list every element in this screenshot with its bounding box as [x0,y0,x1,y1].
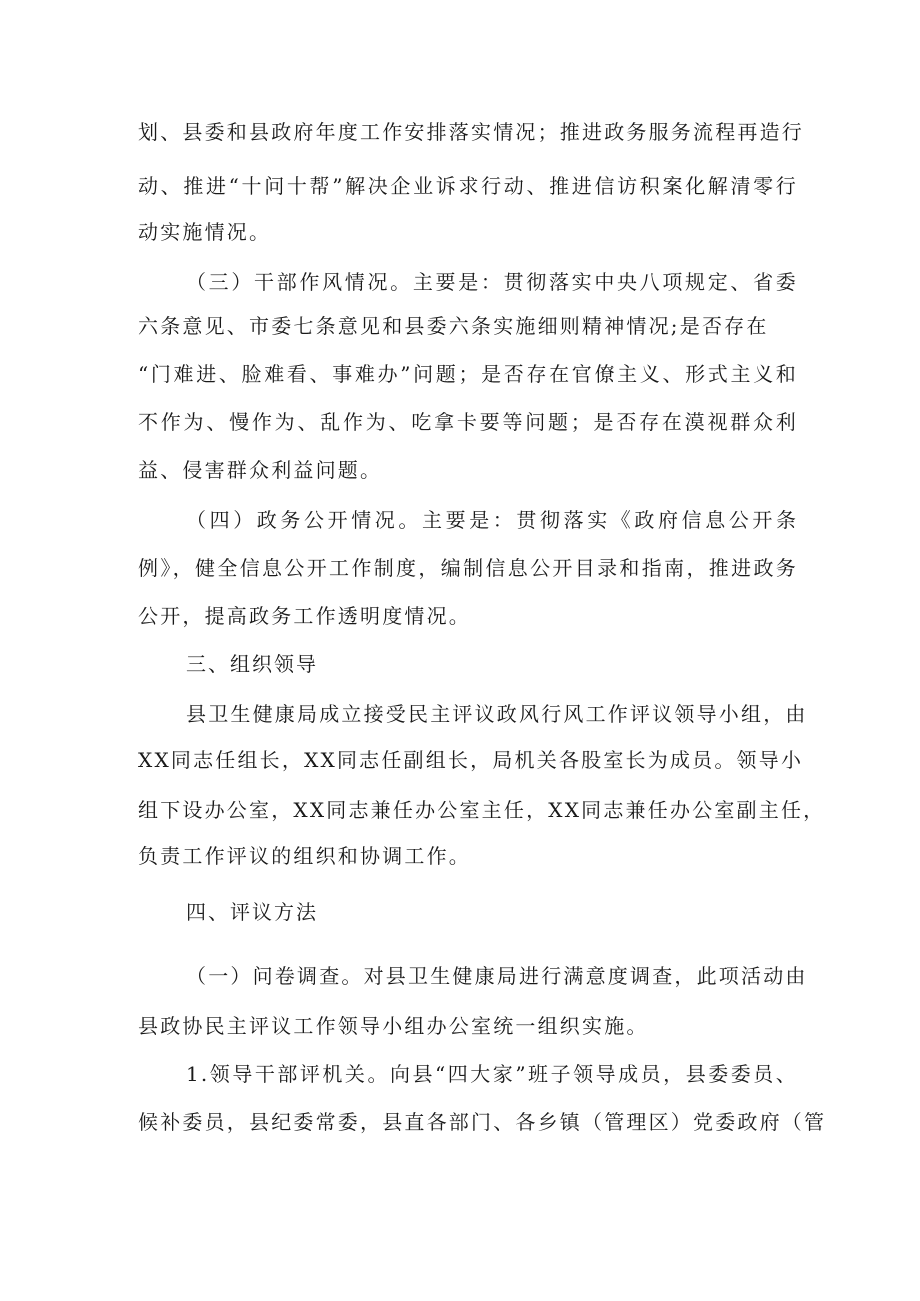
paragraph-line: “门难进、脸难看、事难办”问题；是否存在官僚主义、形式主义和 [138,362,798,386]
paragraph-line: 动、推进“十问十帮”解决企业诉求行动、推进信访积案化解清零行 [138,174,798,198]
paragraph-line: 六条意见、市委七条意见和县委六条实施细则精神情况;是否存在 [138,314,769,338]
paragraph-line: 动实施情况。 [138,220,272,244]
paragraph-line: 例》，健全信息公开工作制度，编制信息公开目录和指南，推进政务 [138,556,798,580]
paragraph-line: 公开，提高政务工作透明度情况。 [138,604,471,628]
paragraph-line: 划、县委和县政府年度工作安排落实情况；推进政务服务流程再造行 [138,120,804,144]
section-heading: 三、组织领导 [186,652,318,676]
paragraph-line: 负责工作评议的组织和协调工作。 [138,844,471,868]
paragraph-line: 益、侵害群众利益问题。 [138,458,383,482]
paragraph-line: （三）干部作风情况。主要是：贯彻落实中央八项规定、省委 [186,270,798,294]
paragraph-line: （四）政务公开情况。主要是：贯彻落实《政府信息公开条 [186,508,800,532]
paragraph-line: 1.领导干部评机关。向县“四大家”班子领导成员，县委委员、 [186,1062,798,1086]
paragraph-line: 县政协民主评议工作领导小组办公室统一组织实施。 [138,1014,649,1038]
paragraph-line: XX同志任组长，XX同志任副组长，局机关各股室长为成员。领导小 [138,748,804,772]
paragraph-line: 候补委员，县纪委常委，县直各部门、各乡镇（管理区）党委政府（管 [138,1110,827,1134]
paragraph-line: 组下设办公室，XX同志兼任办公室主任，XX同志兼任办公室副主任， [138,798,826,822]
section-heading: 四、评议方法 [186,900,318,924]
paragraph-line: 县卫生健康局成立接受民主评议政风行风工作评议领导小组，由 [186,702,808,726]
paragraph-line: （一）问卷调查。对县卫生健康局进行满意度调查，此项活动由 [186,964,808,988]
paragraph-line: 不作为、慢作为、乱作为、吃拿卡要等问题；是否存在漠视群众利 [138,410,798,434]
